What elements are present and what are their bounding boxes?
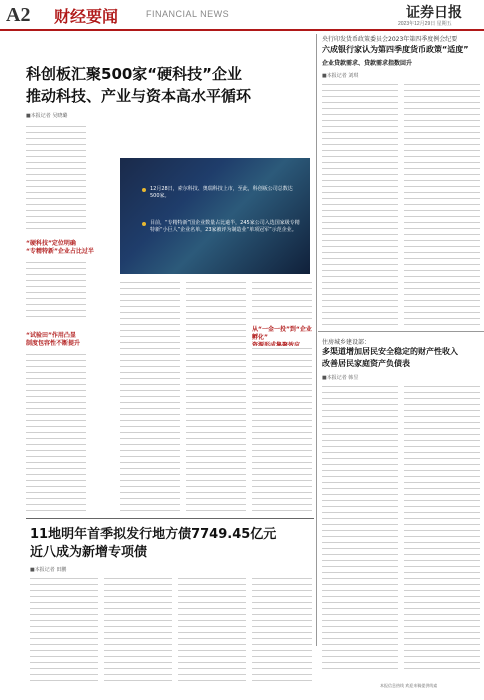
right-top-headline: 六成银行家认为第四季度货币政策“适度” <box>322 45 469 54</box>
page-number: A2 <box>6 4 31 26</box>
photo-caption-1: 12月28日，索尔科技、奥瑞科技上市，至此，科创板公司总数达500家。 <box>150 186 293 199</box>
bottom-headline-1: 11地明年首季拟发行地方债7749.45亿元 <box>30 527 277 542</box>
right-mid-byline: ■本报记者 韩昱 <box>322 375 359 381</box>
lead-subhead-1: “硬科技”定位明确 “专精特新”企业占比过半 <box>26 240 94 255</box>
bottom-headline-2: 近八成为新增专项债 <box>30 545 148 560</box>
lead-body-col3 <box>186 280 246 512</box>
bullet-icon <box>142 188 146 192</box>
lead-body-col4 <box>252 280 312 320</box>
bottom-body-col1 <box>30 576 98 686</box>
bottom-byline: ■本报记者 田鹏 <box>30 567 67 573</box>
lead-body-col1c <box>26 352 86 512</box>
right-top-byline: ■本报记者 刘琪 <box>322 73 359 79</box>
page-footer: 本报信息热线 欢迎来稿提供线索 <box>380 683 438 688</box>
bottom-body-col4 <box>252 576 312 686</box>
lead-body-col2 <box>120 280 180 512</box>
right-top-kicker: 央行印发货币政策委员会2023年第四季度例会纪要 <box>322 36 458 43</box>
lead-subhead-3: 从“一金一投”到“企业孵化” <box>252 326 312 341</box>
right-mid-kicker: 住房城乡建设部： <box>322 339 371 346</box>
section-title-en: FINANCIAL NEWS <box>146 9 230 19</box>
header-rule <box>0 29 484 31</box>
lead-subhead-2: “试验田”作用凸显 制度包容性不断提升 <box>26 332 81 347</box>
right-top-subheadline: 企业贷款需求、贷款需求指数回升 <box>322 60 413 67</box>
lead-byline: ■本报记者 吴晓璐 <box>26 113 68 119</box>
lead-body-col1b <box>26 260 86 320</box>
bullet-icon <box>142 222 146 226</box>
lead-body-col1 <box>26 124 86 234</box>
lead-headline-2: 推动科技、产业与资本高水平循环 <box>26 87 252 105</box>
bottom-body-col3 <box>178 576 246 686</box>
right-mid-headline-2: 改善居民家庭资产负债表 <box>322 359 410 368</box>
right-mid-body-col2 <box>404 384 480 674</box>
newspaper-logo: 证券日报 <box>406 5 462 21</box>
right-mid-body-col1 <box>322 384 398 674</box>
right-mid-headline-1: 多渠道增加居民安全稳定的财产性收入 <box>322 347 458 356</box>
right-section-rule <box>318 331 484 332</box>
lead-photo <box>120 158 310 274</box>
section-title: 财经要闻 <box>54 7 119 26</box>
bottom-body-col2 <box>104 576 172 686</box>
right-top-body-col2 <box>404 82 480 326</box>
right-top-body-col1 <box>322 82 398 326</box>
photo-caption-2: 目前，“专精特新”国企业数量占比逾半，245家公司入选国家级专精特新“小巨人”企业名单，23家被评为制造业“单项冠军”示范企业。 <box>150 220 300 233</box>
issue-date: 2023年12月29日 星期五 <box>398 21 452 27</box>
bottom-section-rule <box>26 518 314 519</box>
lead-body-col4b <box>252 346 312 512</box>
column-divider <box>316 34 317 646</box>
lead-headline-1: 科创板汇聚500家“硬科技”企业 <box>26 65 243 83</box>
